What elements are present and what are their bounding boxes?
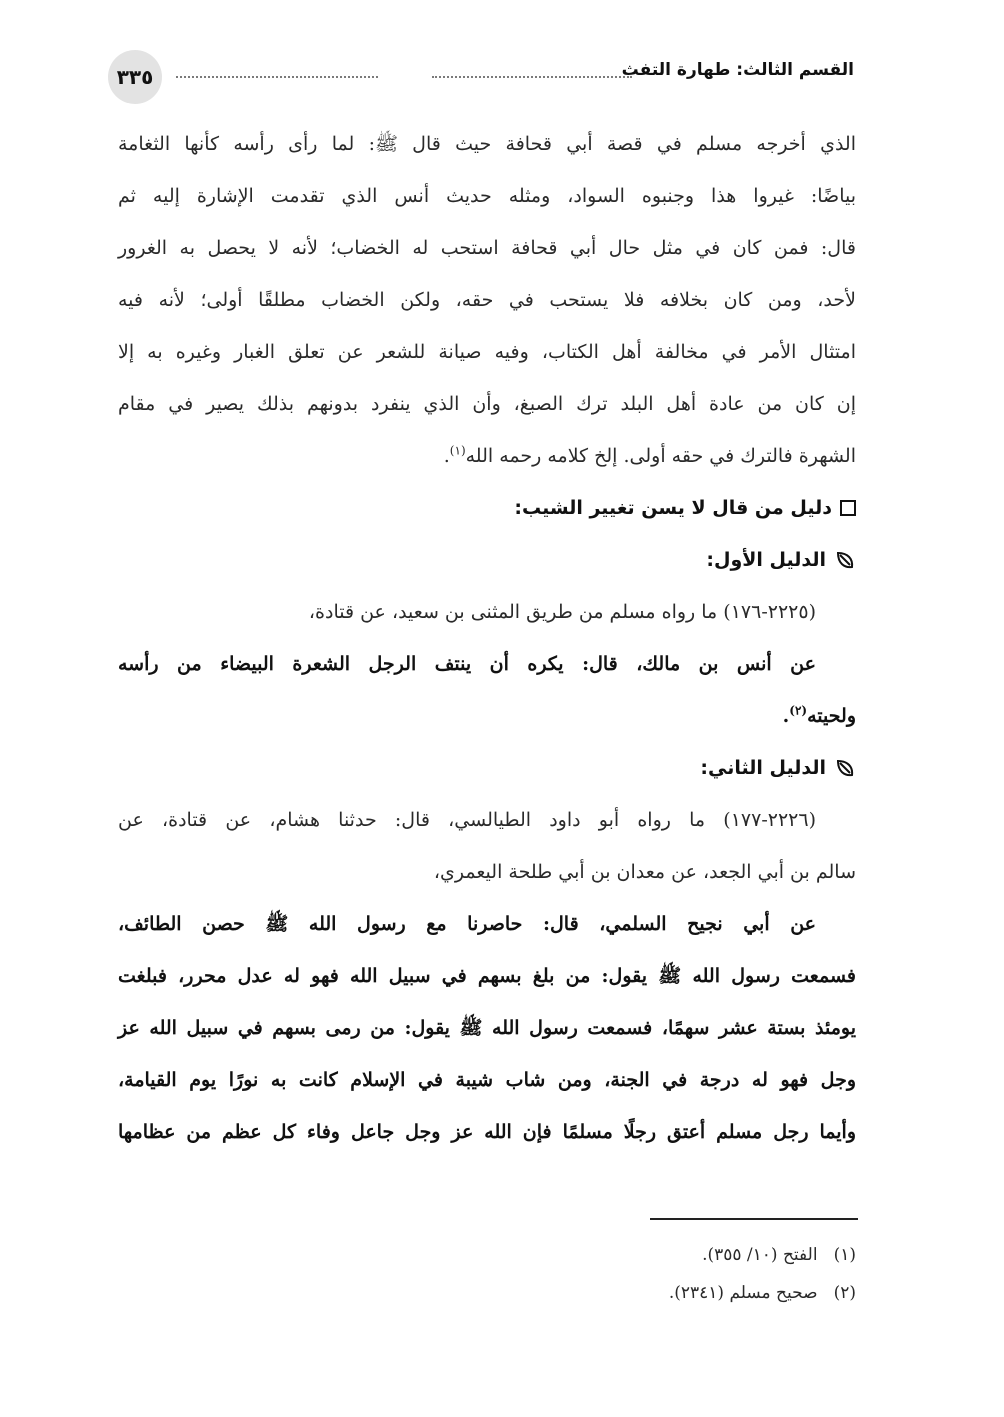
evidence-2-text-line: يومئذ بستة عشر سهمًا، فسمعت رسول الله ﷺ يقول: من رمى بسهم في سبيل الله عز <box>118 1017 856 1039</box>
evidence-1-text-line: عن أنس بن مالك، قال: يكره أن ينتف الرجل الشعرة البيضاء من رأسه <box>118 653 816 675</box>
text-line: امتثال الأمر في مخالفة أهل الكتاب، وفيه صيانة للشعر عن تعلق الغبار وغيره به إلا <box>118 341 856 363</box>
evidence-2-text-line: وجل فهو له درجة في الجنة، ومن شاب شيبة في الإسلام كانت به نورًا يوم القيامة، <box>118 1069 856 1091</box>
section-heading <box>118 482 856 534</box>
evidence-1-chain: (٢٢٢٥-١٧٦) ما رواه مسلم من طريق المثنى بن سعيد، عن قتادة، <box>308 601 816 623</box>
text-line: إن كان من عادة أهل البلد ترك الصبغ، وأن الذي ينفرد بدونهم بذلك يصير في مقام <box>118 393 856 415</box>
footnote-ref-1: (١) <box>449 443 466 458</box>
page-number: ٣٣٥ <box>108 50 162 104</box>
main-text <box>118 118 856 1158</box>
sentence-end: . <box>782 705 790 727</box>
text-line: الذي أخرجه مسلم في قصة أبي قحافة حيث قال ﷺ: لما رأى رأسه كأنها الثغامة <box>118 133 856 155</box>
footnote-number: (٢) <box>833 1283 856 1303</box>
evidence-2-text-line: وأيما رجل مسلم أعتق رجلًا مسلمًا فإن الله عز وجل جاعل وفاء كل عظم من عظامها <box>118 1121 856 1143</box>
text-line-content: الشهرة فالترك في حقه أولى. إلخ كلامه رحمه الله <box>465 445 856 467</box>
square-bullet-icon <box>840 500 856 516</box>
evidence-2-heading-text: الدليل الثاني: <box>700 757 826 779</box>
footnote-separator <box>650 1218 858 1220</box>
section-heading-text: دليل من قال لا يسن تغيير الشيب: <box>514 497 832 519</box>
leaf-ornament-icon <box>834 549 856 571</box>
evidence-2-chain-line: سالم بن أبي الجعد، عن معدان بن أبي طلحة اليعمري، <box>433 861 856 883</box>
leaf-ornament-icon <box>834 757 856 779</box>
footnotes <box>118 1236 856 1312</box>
evidence-2-heading <box>118 742 856 794</box>
footnote-text: صحيح مسلم (٢٣٤١). <box>668 1283 818 1303</box>
footnote-ref-2: (٢) <box>789 703 808 718</box>
text-line: قال: فمن كان في مثل حال أبي قحافة استحب له الخضاب؛ لأنه لا يحصل به الغرور <box>118 237 856 259</box>
page-header <box>108 50 854 102</box>
text-line-content: ولحيته <box>807 705 856 727</box>
footnote-number: (١) <box>833 1245 856 1265</box>
text-line: بياضًا: غيروا هذا وجنبوه السواد، ومثله حديث أنس الذي تقدمت الإشارة إليه ثم <box>118 185 856 207</box>
sentence-end: . <box>443 445 450 467</box>
evidence-2-text-line: عن أبي نجيح السلمي، قال: حاصرنا مع رسول الله ﷺ حصن الطائف، <box>118 913 816 935</box>
text-line <box>118 430 856 482</box>
header-dotted-leader-left <box>176 76 378 78</box>
paragraph-1 <box>118 118 856 482</box>
text-line: لأحد، ومن كان بخلافه فلا يستحب في حقه، ولكن الخضاب مطلقًا أولى؛ لأنه فيه <box>118 289 856 311</box>
evidence-2-chain-line: (٢٢٢٦-١٧٧) ما رواه أبو داود الطيالسي، قال: حدثنا هشام، عن قتادة، عن <box>118 809 816 831</box>
footnote-text: الفتح (١٠/ ٣٥٥). <box>702 1245 818 1265</box>
evidence-1-heading-text: الدليل الأول: <box>706 549 826 571</box>
header-dotted-leader-right <box>432 76 632 78</box>
footnote <box>118 1274 856 1312</box>
running-title: القسم الثالث: طهارة التفث <box>621 60 854 80</box>
footnote <box>118 1236 856 1274</box>
evidence-2-text-line: فسمعت رسول الله ﷺ يقول: من بلغ بسهم في سبيل الله فهو له عدل محرر، فبلغت <box>118 965 856 987</box>
evidence-1-text-line <box>118 690 856 742</box>
evidence-1-heading <box>118 534 856 586</box>
